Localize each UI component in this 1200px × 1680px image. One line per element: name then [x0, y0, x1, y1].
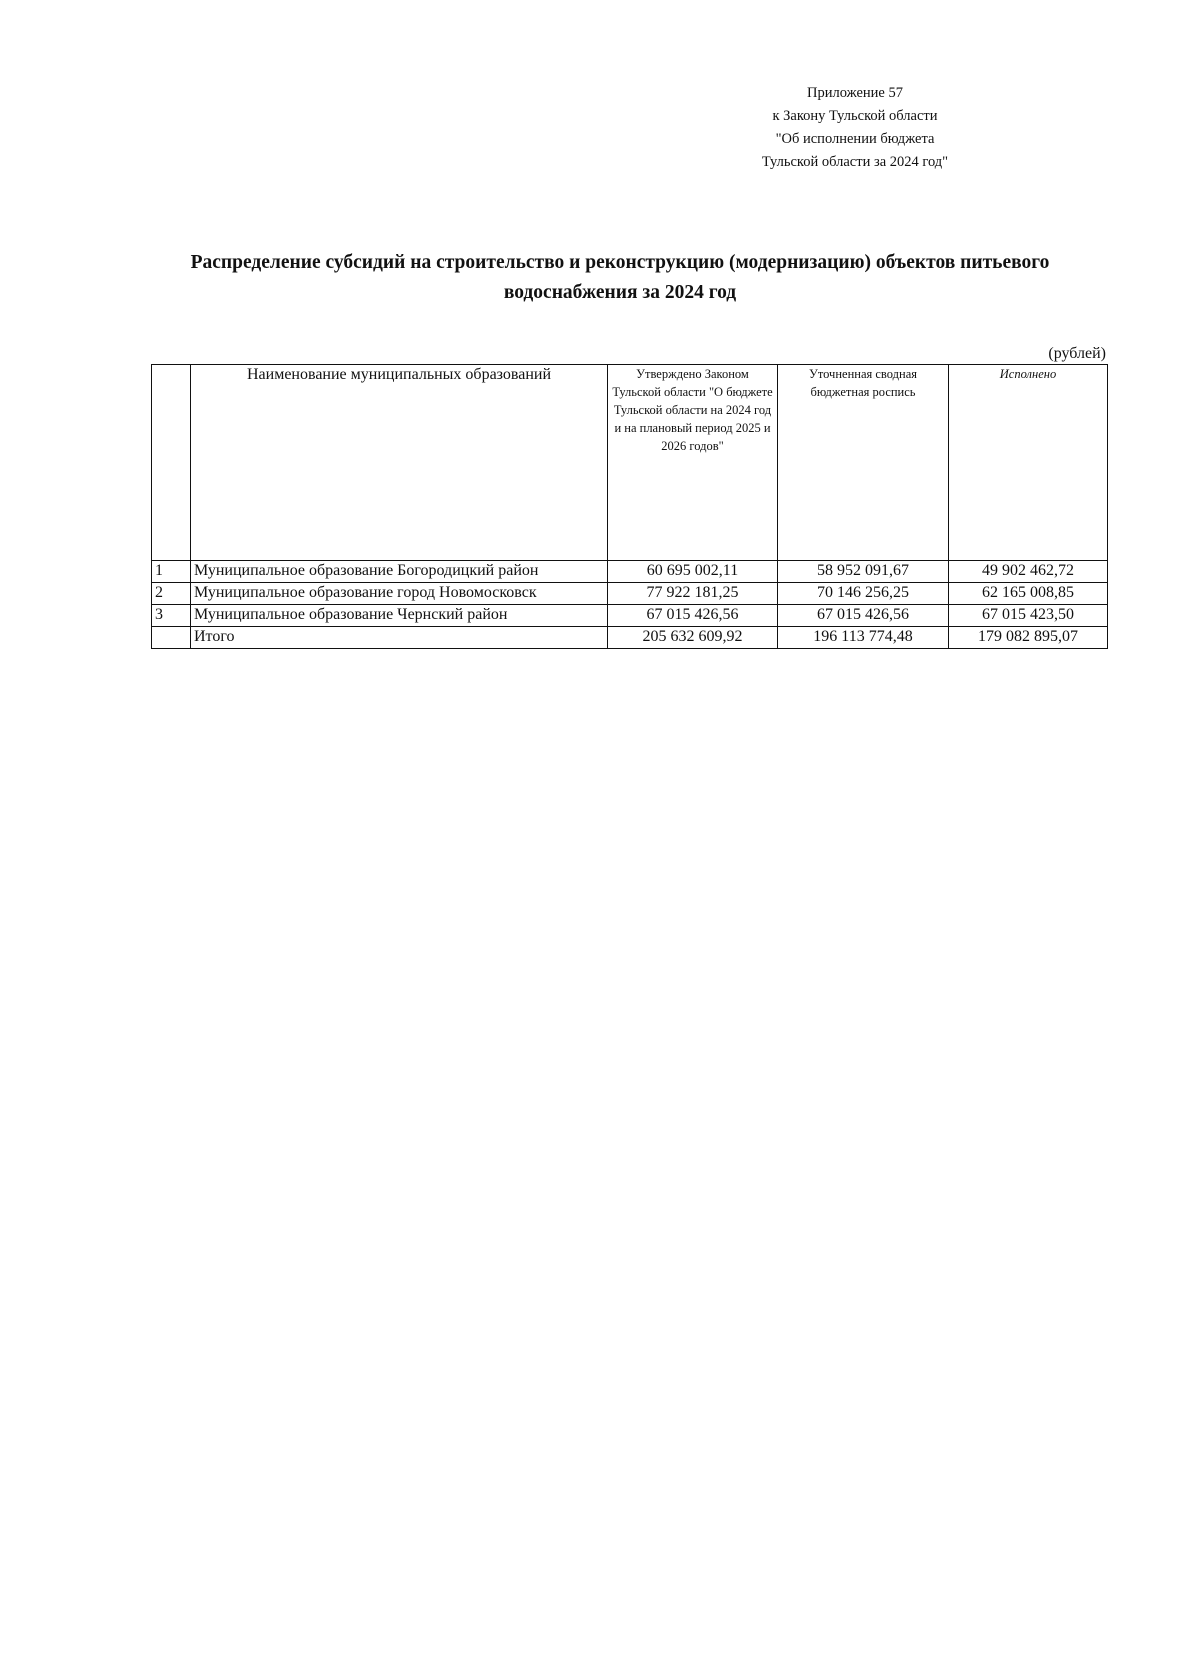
row-approved: 77 922 181,25 [608, 583, 778, 605]
header-num [152, 365, 191, 561]
units-label: (рублей) [1048, 345, 1106, 362]
row-revised: 58 952 091,67 [778, 561, 949, 583]
header-executed: Исполнено [949, 365, 1108, 561]
appendix-header [740, 82, 970, 174]
row-revised: 67 015 426,56 [778, 605, 949, 627]
subsidy-table [151, 364, 1108, 649]
document-title [140, 248, 1100, 308]
table-total-row [152, 627, 1108, 649]
table-header-row [152, 365, 1108, 561]
row-num: 1 [152, 561, 191, 583]
table-row [152, 561, 1108, 583]
appendix-line: Приложение 57 [807, 85, 903, 101]
total-approved: 205 632 609,92 [608, 627, 778, 649]
total-executed: 179 082 895,07 [949, 627, 1108, 649]
row-name: Муниципальное образование Чернский район [191, 605, 608, 627]
table-row [152, 583, 1108, 605]
row-approved: 60 695 002,11 [608, 561, 778, 583]
row-num: 3 [152, 605, 191, 627]
row-executed: 67 015 423,50 [949, 605, 1108, 627]
header-name: Наименование муниципальных образований [191, 365, 608, 561]
header-approved: Утверждено Законом Тульской области "О бюджете Тульской области на 2024 год и на плановый период 2025 и 2026 годов" [608, 365, 778, 561]
appendix-line: к Закону Тульской области [772, 108, 938, 124]
row-name: Муниципальное образование город Новомосковск [191, 583, 608, 605]
row-executed: 49 902 462,72 [949, 561, 1108, 583]
header-revised: Уточненная сводная бюджетная роспись [778, 365, 949, 561]
row-executed: 62 165 008,85 [949, 583, 1108, 605]
total-revised: 196 113 774,48 [778, 627, 949, 649]
row-num: 2 [152, 583, 191, 605]
row-name: Муниципальное образование Богородицкий район [191, 561, 608, 583]
row-approved: 67 015 426,56 [608, 605, 778, 627]
total-num [152, 627, 191, 649]
appendix-line: "Об исполнении бюджета [775, 131, 935, 147]
document-title-line-1: Распределение субсидий на строительство и реконструкцию (модернизацию) объектов питьевого [190, 252, 1050, 273]
row-revised: 70 146 256,25 [778, 583, 949, 605]
document-title-line-2: водоснабжения за 2024 год [503, 282, 737, 303]
appendix-line: Тульской области за 2024 год" [761, 154, 949, 170]
table-row [152, 605, 1108, 627]
total-label: Итого [191, 627, 608, 649]
